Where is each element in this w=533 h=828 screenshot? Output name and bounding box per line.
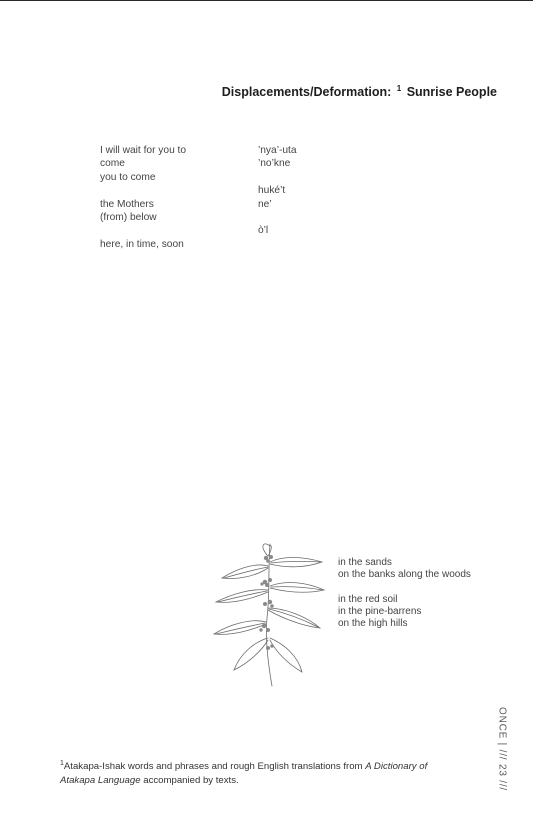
poem-line: (from) below bbox=[100, 211, 157, 223]
poem-line bbox=[100, 224, 186, 237]
footnote-text: Atakapa-Ishak words and phrases and rough English translations from bbox=[63, 761, 363, 773]
poem-line: come bbox=[100, 158, 125, 170]
atakapa-column bbox=[258, 144, 297, 238]
plant-sketch-icon bbox=[210, 538, 330, 688]
title-text: Displacements/Deformation: bbox=[221, 85, 392, 99]
poem-line: in the pine-barrens bbox=[338, 605, 422, 617]
poem-line bbox=[338, 581, 471, 593]
poem-line: ò’l bbox=[258, 225, 269, 237]
poem-line: in the red soil bbox=[338, 593, 398, 605]
poem-line: huké’t bbox=[258, 185, 286, 197]
poem-line: here, in time, soon bbox=[100, 238, 184, 250]
title-footnote-ref: 1 bbox=[396, 84, 402, 93]
poem-line: the Mothers bbox=[100, 198, 154, 210]
poem-line: ’no’kne bbox=[258, 158, 291, 170]
footnote-marker: 1 bbox=[60, 760, 64, 767]
poem-line: in the sands bbox=[338, 557, 392, 568]
side-poem bbox=[338, 557, 471, 630]
poem-line: on the banks along the woods bbox=[338, 569, 471, 581]
footnote-text-end: accompanied by texts. bbox=[143, 775, 239, 787]
page-marker-text: ONCE | /// 23 /// bbox=[496, 707, 508, 791]
poem-line: ’nya’-uta bbox=[258, 145, 297, 156]
english-column bbox=[100, 144, 186, 251]
page-title bbox=[150, 84, 497, 99]
poem-line: you to come bbox=[100, 171, 156, 183]
poem-line: on the high hills bbox=[338, 617, 408, 629]
poem-line bbox=[100, 184, 186, 197]
title-subtitle: Sunrise People bbox=[406, 85, 497, 99]
footnote bbox=[60, 757, 460, 788]
poem-line bbox=[258, 211, 297, 224]
top-rule bbox=[0, 0, 533, 1]
page-marker bbox=[492, 700, 512, 798]
poem-line bbox=[258, 171, 297, 184]
poem-line: ne’ bbox=[258, 198, 272, 210]
footnote-book-title: A Dictionary of Atakapa Language bbox=[60, 761, 428, 787]
poem-line: I will wait for you to bbox=[100, 145, 187, 156]
